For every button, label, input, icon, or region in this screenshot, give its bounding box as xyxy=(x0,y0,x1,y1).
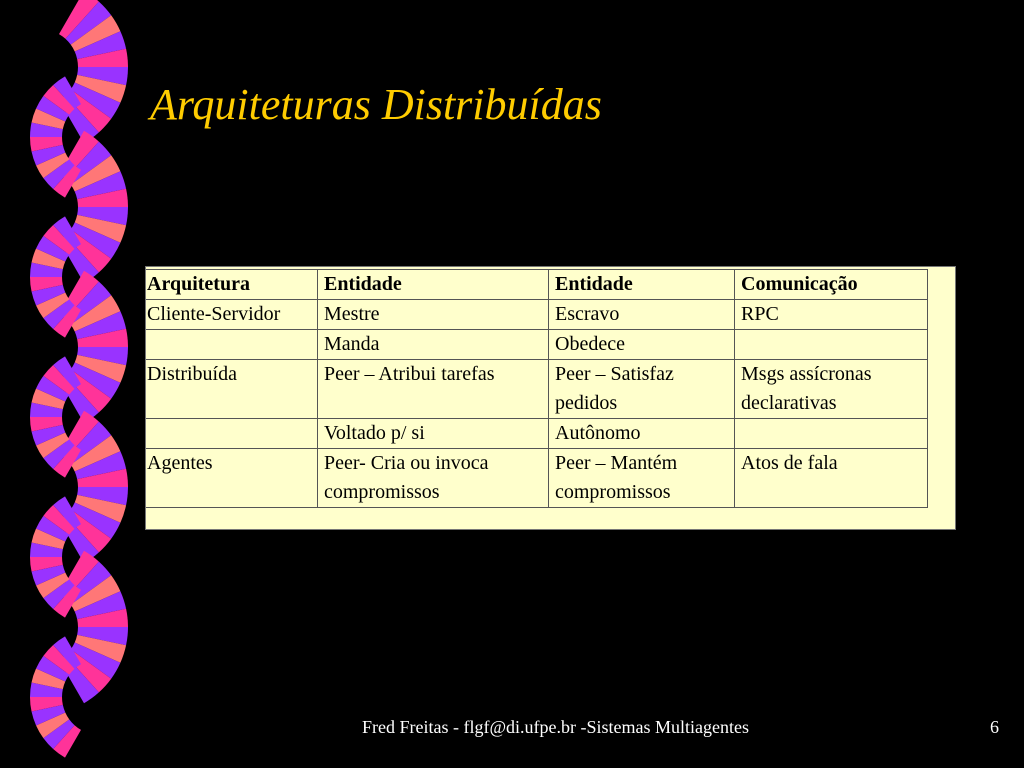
table-cell: Voltado p/ si xyxy=(318,419,549,449)
fan-segment xyxy=(59,271,128,423)
fan-segment xyxy=(30,216,81,337)
table-row xyxy=(145,330,928,360)
table-row xyxy=(145,360,928,419)
fan-segment xyxy=(30,496,81,617)
architecture-table xyxy=(145,269,928,508)
table-cell: Agentes xyxy=(145,449,318,508)
table-row xyxy=(145,300,928,330)
table-cell xyxy=(145,330,318,360)
fan-segment xyxy=(59,411,128,563)
decorative-fan-border xyxy=(0,0,140,768)
fan-segment xyxy=(30,636,81,757)
header-cell: Arquitetura xyxy=(145,270,318,300)
table-cell xyxy=(735,419,928,449)
header-cell: Entidade xyxy=(549,270,735,300)
table-cell: Obedece xyxy=(549,330,735,360)
table-row xyxy=(145,449,928,508)
fan-segment xyxy=(59,551,128,703)
table-cell: Atos de fala xyxy=(735,449,928,508)
table-cell: Escravo xyxy=(549,300,735,330)
header-cell: Comunicação xyxy=(735,270,928,300)
table-cell: Peer – Mantém compromissos xyxy=(549,449,735,508)
table-cell: Autônomo xyxy=(549,419,735,449)
table-header-row xyxy=(145,270,928,300)
table-cell: Msgs assícronas declarativas xyxy=(735,360,928,419)
slide-title: Arquiteturas Distribuídas xyxy=(150,80,602,129)
header-cell: Entidade xyxy=(318,270,549,300)
fan-segment xyxy=(30,356,81,477)
table-cell: RPC xyxy=(735,300,928,330)
table-cell: Cliente-Servidor xyxy=(145,300,318,330)
table-cell xyxy=(735,330,928,360)
fan-segment xyxy=(59,0,128,143)
fan-segment xyxy=(59,131,128,283)
table-cell: Peer- Cria ou invoca compromissos xyxy=(318,449,549,508)
table-cell: Manda xyxy=(318,330,549,360)
table-cell: Mestre xyxy=(318,300,549,330)
fan-segment xyxy=(30,76,81,197)
table-cell: Peer – Satisfaz pedidos xyxy=(549,360,735,419)
table-cell: Peer – Atribui tarefas xyxy=(318,360,549,419)
table-panel xyxy=(145,266,956,530)
footer-text: Fred Freitas - flgf@di.ufpe.br -Sistemas Multiagentes xyxy=(362,717,749,737)
page-number: 6 xyxy=(990,717,999,737)
table-row xyxy=(145,419,928,449)
table-cell: Distribuída xyxy=(145,360,318,419)
table-cell xyxy=(145,419,318,449)
